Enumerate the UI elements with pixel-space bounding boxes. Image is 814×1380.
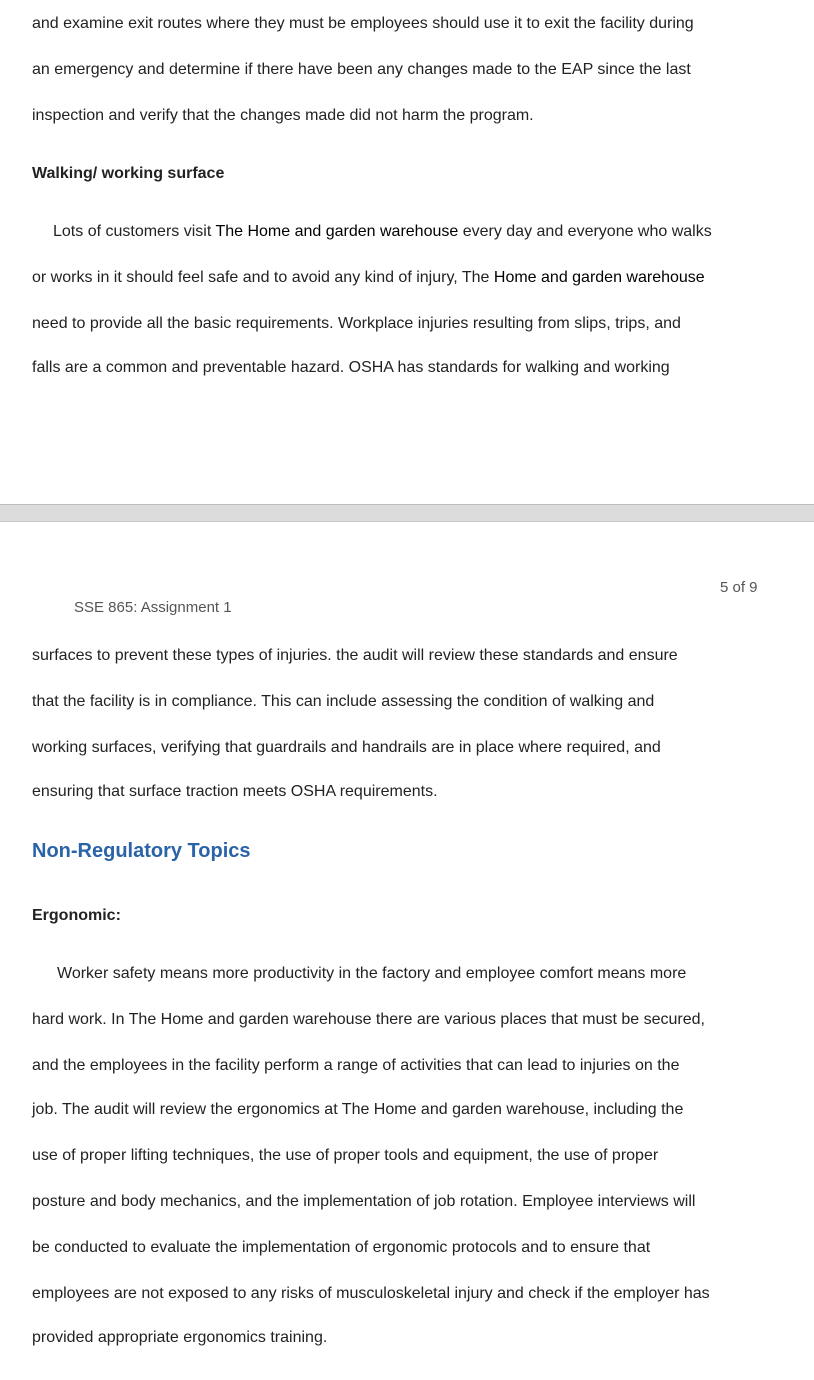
paragraph-line: employees are not exposed to any risks of musculoskeletal injury and check if the employer has [32,1285,710,1302]
paragraph-line: inspection and verify that the changes made did not harm the program. [32,107,534,124]
paragraph-line: and examine exit routes where they must be employees should use it to exit the facility during [32,15,694,32]
paragraph-line: job. The audit will review the ergonomics at The Home and garden warehouse, including the [32,1101,684,1118]
text-run: or works in it should feel safe and to avoid any kind of injury, The [32,269,494,286]
paragraph-line: ensuring that surface traction meets OSHA requirements. [32,783,438,800]
section-heading: Non-Regulatory Topics [32,840,251,862]
paragraph-line: Worker safety means more productivity in the factory and employee comfort means more [57,965,687,982]
paragraph-line: and the employees in the facility perform a range of activities that can lead to injuries on the [32,1057,680,1074]
paragraph-line: need to provide all the basic requirements. Workplace injuries resulting from slips, trips, and [32,315,681,332]
text-run: Lots of customers visit [53,223,216,240]
paragraph-line [32,268,705,288]
paragraph-line: use of proper lifting techniques, the use of proper tools and equipment, the use of proper [32,1147,659,1164]
running-head: SSE 865: Assignment 1 [74,599,232,616]
page-number: 5 of 9 [720,579,758,596]
paragraph-line: falls are a common and preventable hazard. OSHA has standards for walking and working [32,359,670,376]
text-run: every day and everyone who walks [458,223,712,240]
paragraph-line: posture and body mechanics, and the implementation of job rotation. Employee interviews will [32,1193,696,1210]
company-name: Home and garden warehouse [493,269,705,286]
heading-ergonomic: Ergonomic: [32,907,121,924]
paragraph-line: that the facility is in compliance. This can include assessing the condition of walking and [32,693,655,710]
paragraph-line: hard work. In The Home and garden warehouse there are various places that must be secured, [32,1011,705,1028]
page-separator [0,504,814,522]
paragraph-line: an emergency and determine if there have been any changes made to the EAP since the last [32,61,691,78]
company-name: The Home and garden warehouse [215,223,459,240]
heading-walking-surface: Walking/ working surface [32,165,225,182]
paragraph-line: be conducted to evaluate the implementation of ergonomic protocols and to ensure that [32,1239,651,1256]
paragraph-line: provided appropriate ergonomics training. [32,1329,328,1346]
paragraph-line [53,222,712,242]
paragraph-line: surfaces to prevent these types of injuries. the audit will review these standards and ensure [32,647,678,664]
paragraph-line: working surfaces, verifying that guardrails and handrails are in place where required, and [32,739,661,756]
